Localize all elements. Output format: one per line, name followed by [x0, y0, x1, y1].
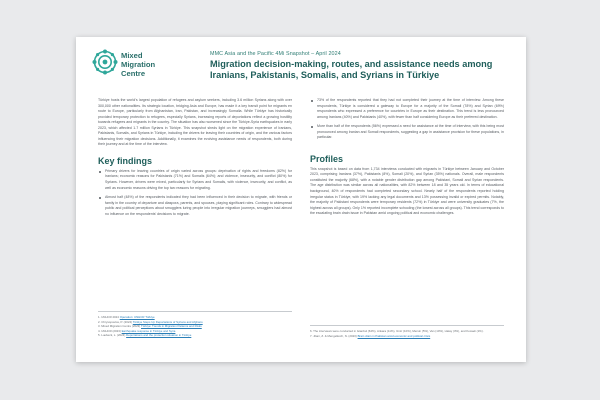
mmc-logo-icon	[92, 49, 118, 75]
footnote-link[interactable]: Operation: UNHCR Türkiye	[119, 315, 155, 319]
finding-item: 73% of the respondents reported that they had not completed their journey at the time of interview. Among these respondents, Türkiye is considered a gateway to Europe for a majority of the Somali (78%) and Syrian (69%) respondents who expressed a preference for countries in Europe as their destination. This trend is less pronounced among Iranians (40%) and Pakistanis (40%), with fewer than half considering Europe as their preferred destination.	[310, 98, 504, 120]
logo-line-2: Migration	[121, 60, 156, 69]
footnote: 6. The interviews were conducted in Istanbul (64%), Ankara (11%), Izmir (10%), Mersin (5%), Van (10%), Hatay (3%), and Kocaeli (1%).	[310, 329, 484, 333]
footnote: 1. UNHCR 2024 Operation: UNHCR Türkiye	[98, 315, 155, 319]
footnote-link[interactable]: Türkiye: Trends in Migration Patterns and Risks	[141, 324, 202, 328]
logo-line-3: Centre	[121, 69, 146, 78]
footnote-link[interactable]: Brain drain in Pakistan amid economic and political crisis	[357, 333, 431, 338]
key-findings-heading: Key findings	[98, 155, 153, 166]
document-page	[76, 37, 526, 362]
intro-paragraph: Türkiye hosts the world’s largest population of refugees and asylum seekers, including 3.6 million Syrians along with over 300,000 other nationalities. Its strategic location, bridging Asia and Europe, has made it a key transit point for migrants en route to Europe, particularly from Afghanistan, Iran, Pakistan, and increasingly Somalia. While Türkiye has historically provided temporary protection to refugees, especially Syrians, increasing reports of deportations reflect a growing hostility towards refugees and migrants in the country. The situation has also worsened since the Türkiye-Syria earthquakes in early 2023, which affected 1.7 million Syrians in Türkiye. This snapshot sheds light on the migration experience of Iranians, Pakistanis, Somalis, and Syrians in Türkiye, including the drivers for leaving their countries of origin, and the various factors influencing their migration decisions. Additionally, it examines the evolving assistance needs of respondents, both during their journey and at the time of the interview.	[98, 98, 292, 147]
document-header	[76, 37, 526, 89]
finding-item: Primary drivers for leaving countries of origin varied across groups: deprivation of rights and freedoms (82%) for Iranians; economic reasons for Pakistanis (71%) and Somalis (64%); and violence, insecurity, and conflict (80%) for Syrians. However, drivers were mixed, particularly for Syrians and Somalis, with violence, insecurity, and conflict, as well as economic reasons driving the top two reasons for migrating.	[98, 169, 292, 191]
findings-continued-list	[310, 98, 504, 141]
footnote: 7. Jilani, Z. & Mengelkoch, N. (2023) Brain drain in Pakistan amid economic and political crisis	[310, 333, 431, 338]
profiles-heading: Profiles	[310, 153, 344, 164]
document-title: Migration decision-making, routes, and assistance needs among Iranians, Pakistanis, Somalis, and Syrians in Türkiye	[210, 59, 493, 80]
footnote: 5. Luebeck, L. (2024) Deportations and the protection situation in Türkiye	[98, 333, 192, 337]
mmc-logo	[92, 49, 172, 83]
left-column	[98, 98, 292, 221]
left-footnotes	[98, 311, 292, 338]
footnote: 3. Mixed Migration Centre (2023) Türkiye: Trends in Migration Patterns and Risks	[98, 324, 202, 328]
footnote-link[interactable]: Earthquake response in Türkiye and Syria	[121, 328, 176, 333]
key-findings-list	[98, 169, 292, 217]
right-footnotes	[310, 325, 504, 338]
finding-item: More than half of the respondents (56%) expressed a need for assistance at the time of interview, with this being most pronounced among Iranian and Somali respondents, suggesting a gap in assistance provision for these populations, in particular.	[310, 124, 504, 141]
footnote-link[interactable]: Deportations and the protection situation in Türkiye	[126, 333, 192, 337]
mmc-logo-text	[121, 51, 155, 78]
series-label: MMC Asia and the Pacific 4Mi Snapshot – April 2024	[210, 51, 341, 57]
finding-item: Almost half (48%) of the respondents indicated they had been influenced in their decision to migrate, with friends or family in the country of departure and diaspora, parents, and spouses, playing significant roles. Contrary to widespread public and political perceptions about smugglers luring people into irregular migration journeys, smugglers had almost no influence on the respondents’ decisions to migrate.	[98, 195, 292, 217]
footnote: 4. UNHCR (2023) Earthquake response in Türkiye and Syria	[98, 328, 176, 333]
right-column	[310, 98, 504, 221]
profiles-paragraph: This snapshot is based on data from 1,734 interviews conducted with migrants in Türkiye between January and October 2023, comprising Iranians (37%), Pakistanis (8%), Somali (20%), and Syrian (35%) nationals. Overall, male respondents constituted the majority (68%), with a notable gender distribution gap among Pakistani, Somali and Syrian respondents. The age distribution was similar across all nationalities, with 82% between 18 and 35 years old. In terms of educational background, 40% of respondents had completed secondary school. Nearly half of the respondents reported holding irregular status in Türkiye, with 19% lacking any legal documents and 13% possessing invalid or expired permits. Notably, the majority of Pakistani respondents were temporary residents (72%) in Türkiye and were university graduates (7%, the highest across all groups). Only 1% reported incomplete schooling (the lowest across all groups). This trend corresponds to the escalating brain drain issue in Pakistan amid ongoing political and economic challenges.	[310, 166, 504, 216]
footnote: 2. Chrysopoulos, P. (2024) Türkiye Steps Up Deportations of Syrians and Afghans	[98, 319, 203, 324]
logo-line-1: Mixed	[121, 51, 143, 60]
footnote-link[interactable]: Türkiye Steps Up Deportations of Syrians and Afghans	[132, 319, 203, 324]
